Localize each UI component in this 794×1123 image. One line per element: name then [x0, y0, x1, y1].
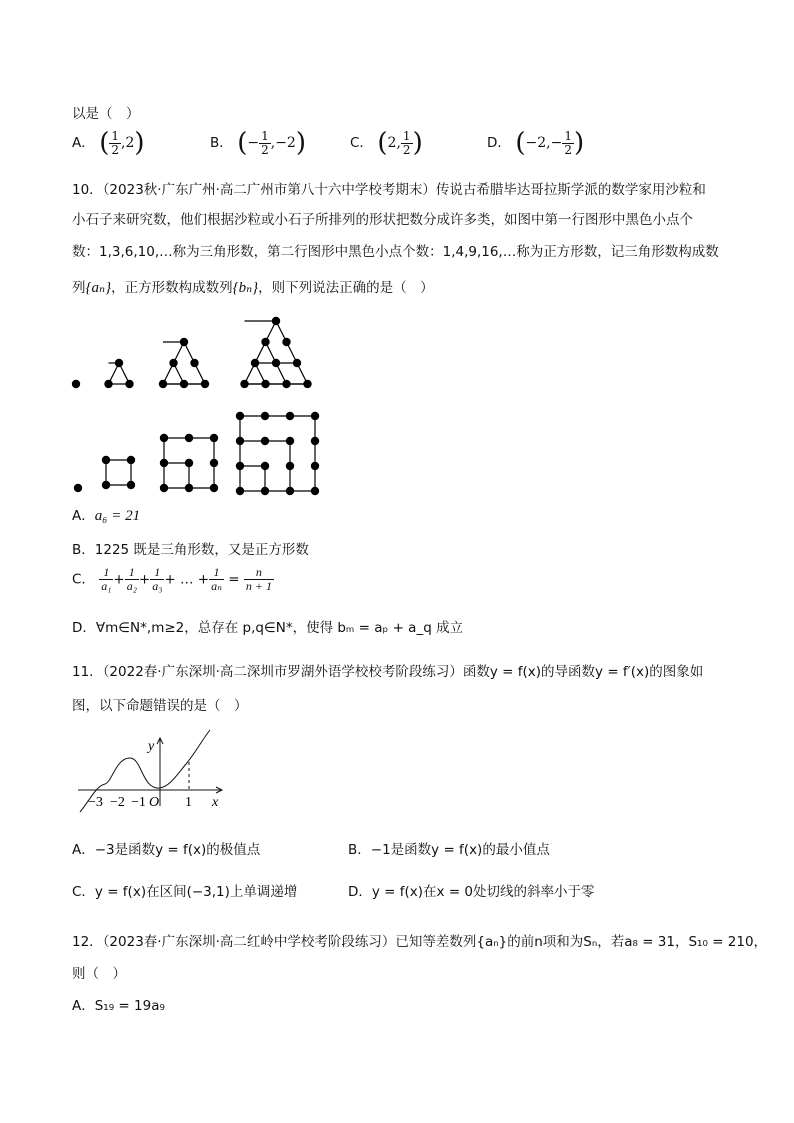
- q11-option-a[interactable]: A．−3是函数y = f(x)的极值点: [72, 842, 261, 858]
- frac-num: 1: [150, 566, 164, 580]
- question-text: 传说古希腊毕达哥拉斯学派的数学家用沙粒和: [435, 182, 706, 198]
- frac-den: 2: [261, 142, 269, 157]
- y-axis-label: y: [148, 739, 155, 754]
- frac-num: 1: [261, 128, 269, 143]
- tick-label: −2: [110, 795, 125, 810]
- frac-den: a₂: [126, 579, 137, 593]
- frac-num: 1: [99, 566, 113, 580]
- question-text: 已知等差数列{aₙ}的前n项和为Sₙ，若a₈ = 31，S₁₀ = 210，: [395, 934, 768, 950]
- frac-den: 2: [564, 142, 572, 157]
- option-label: D．: [487, 135, 511, 151]
- option-sign: −: [247, 135, 260, 151]
- q10-option-c[interactable]: C． $\frac{1}{\text{a₁}}$ + $\frac{1}{\text{a₂}}$ + $\frac{1}{\text{a₃}}$ + … + $\frac{1}{\text{aₙ}}$ = $\frac{n}{n + 1}$: [72, 565, 272, 593]
- option-value: 2: [125, 135, 135, 151]
- q9-tail: 以是（ ）: [72, 106, 140, 122]
- q9-option-b[interactable]: B． (− $\frac{1}{2}$ ,−2): [210, 128, 306, 158]
- origin-label: O: [149, 795, 160, 810]
- frac-num: 1: [111, 128, 119, 143]
- q12-option-a[interactable]: A．S₁₉ = 19a₉: [72, 998, 165, 1014]
- frac-den: a₃: [152, 579, 163, 593]
- option-label: A．: [72, 135, 95, 151]
- frac-den: n + 1: [245, 579, 272, 593]
- frac-den: 2: [111, 142, 119, 157]
- sequence-b: {bₙ}: [232, 280, 259, 296]
- option-sign: −: [550, 135, 563, 151]
- question-number: 10．: [72, 182, 103, 198]
- ellipsis: + … +: [164, 571, 210, 588]
- question-source: （2023春·广东深圳·高二红岭中学校考阶段练习）: [102, 934, 396, 950]
- option-label: D．: [72, 620, 96, 636]
- question-text: 函数y = f(x)的导函数y = f′(x)的图象如: [462, 664, 704, 680]
- tick-label: 1: [185, 795, 192, 810]
- frac-num: 1: [209, 566, 224, 580]
- question-text: ，则下列说法正确的是（ ）: [258, 280, 434, 296]
- question-source: （2022春·广东深圳·高二深圳市罗湖外语学校校考阶段练习）: [102, 664, 463, 680]
- frac-num: 1: [402, 128, 411, 143]
- frac-den: aₙ: [211, 579, 222, 593]
- option-text: ∀m∈N*,m≥2，总存在 p,q∈N*，使得 bₘ = aₚ + a_q 成立: [95, 620, 464, 636]
- frac-den: 2: [402, 142, 411, 157]
- frac-num: n: [244, 566, 274, 580]
- option-text: 1225 既是三角形数，又是正方形数: [94, 542, 309, 558]
- q12-line2: 则（ ）: [72, 966, 126, 982]
- sequence-a: {aₙ}: [85, 280, 112, 296]
- q10-line3: 数：1,3,6,10,…称为三角形数，第二行图形中黑色小点个数：1,4,9,16,…称为正方形数，记三角形数构成数: [72, 244, 719, 260]
- tick-label: −1: [131, 795, 146, 810]
- x-axis-label: x: [212, 795, 219, 810]
- frac-num: 1: [125, 566, 139, 580]
- option-text: a₆ = 21: [94, 508, 141, 524]
- question-text: ，正方形数构成数列: [111, 280, 233, 296]
- option-value: 2: [387, 135, 397, 151]
- tick-label: −3: [88, 795, 103, 810]
- question-number: 11．: [72, 664, 103, 680]
- q9-option-a[interactable]: A． ( $\frac{1}{2}$ ,2): [72, 128, 145, 158]
- q11-option-c[interactable]: C．y = f(x)在区间(−3,1)上单调递增: [72, 884, 298, 900]
- frac-den: a₁: [101, 579, 112, 593]
- option-label: B．: [210, 135, 233, 151]
- question-source: （2023秋·广东广州·高二广州市第八十六中学校考期末）: [102, 182, 436, 198]
- q11-option-d[interactable]: D．y = f(x)在x = 0处切线的斜率小于零: [348, 884, 595, 900]
- q10-line2: 小石子来研究数，他们根据沙粒或小石子所排列的形状把数分成许多类，如图中第一行图形中黑色小点个: [72, 212, 693, 228]
- question-text: 列: [72, 280, 86, 296]
- q11-line2: 图，以下命题错误的是（ ）: [72, 698, 248, 714]
- q12-line1: [72, 930, 767, 950]
- option-label: C．: [72, 571, 95, 588]
- option-label: B．: [72, 542, 95, 558]
- q11-option-b[interactable]: B．−1是函数y = f(x)的最小值点: [348, 842, 550, 858]
- q9-option-d[interactable]: D． (−2,− $\frac{1}{2}$ ): [487, 128, 585, 158]
- frac-num: 1: [564, 128, 572, 143]
- option-value: −2: [525, 135, 547, 151]
- option-value: −2: [275, 135, 296, 151]
- q9-option-c[interactable]: C． (2, $\frac{1}{2}$ ): [350, 128, 423, 158]
- option-label: A．: [72, 508, 95, 524]
- option-label: C．: [350, 135, 373, 151]
- question-number: 12．: [72, 934, 103, 950]
